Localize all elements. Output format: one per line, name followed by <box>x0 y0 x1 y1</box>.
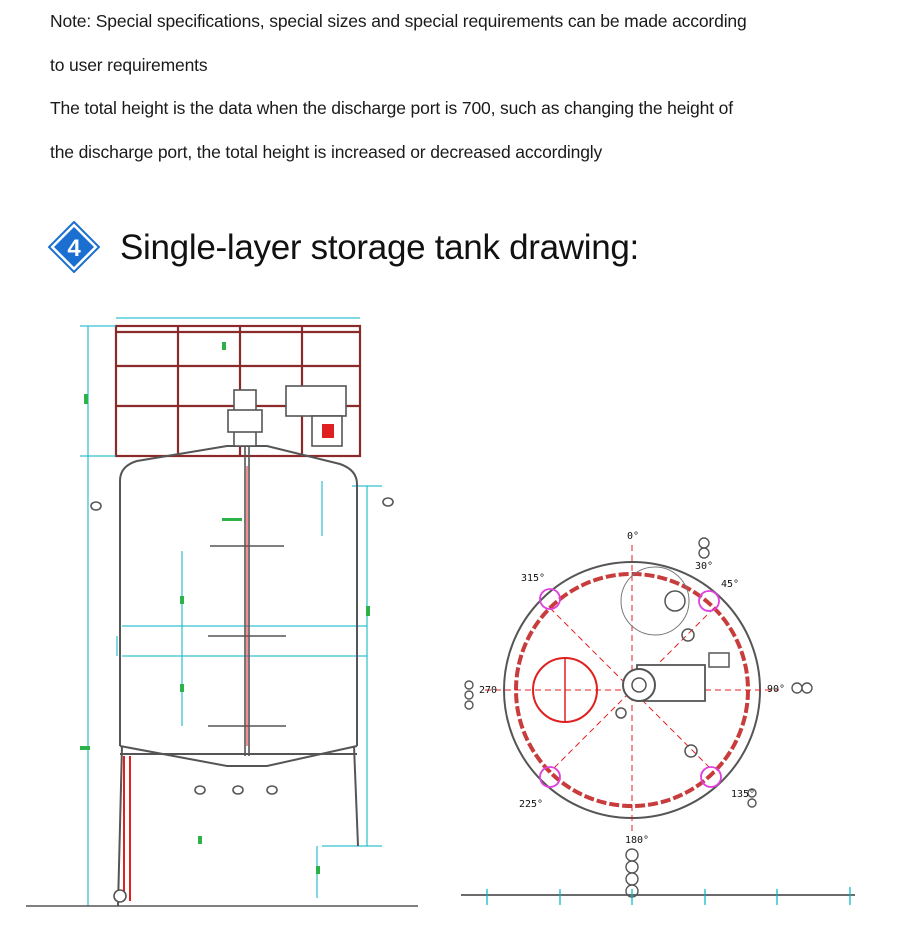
tank-side-elevation-drawing <box>22 306 422 918</box>
section-number: 4 <box>67 235 81 262</box>
angle-label-45: 45° <box>721 579 740 590</box>
nozzle-marks <box>91 498 393 902</box>
small-ports <box>616 567 697 757</box>
angle-label-30: 30° <box>695 561 714 572</box>
gearbox <box>623 669 655 701</box>
angle-label-180: 180° <box>625 835 650 846</box>
tank-top-view-drawing <box>455 525 865 917</box>
note-line: to user requirements <box>50 54 208 75</box>
angle-label-270: 270 <box>479 685 498 696</box>
support-legs <box>118 746 358 906</box>
note-line: The total height is the data when the discharge port is 700, such as changing the height of <box>50 98 733 118</box>
tank-shell <box>120 446 357 766</box>
angle-label-90: 90° <box>767 684 786 695</box>
angle-label-0: 0° <box>627 531 640 542</box>
angle-label-315: 315° <box>521 573 546 584</box>
section-number-diamond-icon <box>48 221 100 273</box>
discharge-pipe <box>124 756 130 901</box>
note-paragraph <box>50 0 870 174</box>
angle-label-225: 225° <box>519 799 544 810</box>
agitator-motor <box>228 386 346 446</box>
scale-ticks <box>487 887 850 905</box>
section-title: Single-layer storage tank drawing: <box>120 228 639 267</box>
note-line: Note: Special specifications, special sizes and special requirements can be made according <box>50 11 747 31</box>
section-heading <box>46 218 746 278</box>
angle-label-135: 135° <box>731 789 756 800</box>
note-line: the discharge port, the total height is increased or decreased accordingly <box>50 141 603 162</box>
